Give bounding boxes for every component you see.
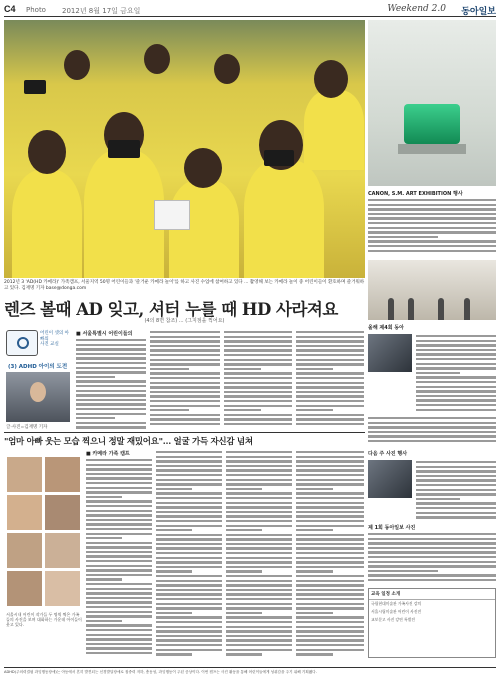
- body-text-col7: [226, 450, 292, 658]
- sidebar-text-5: [368, 532, 496, 584]
- exhibition-photo: [368, 20, 496, 186]
- byline: (4의 8면 참조) ... (그지점을 찍어요): [144, 318, 225, 324]
- body-text-col2: [150, 330, 220, 430]
- second-headline: "엄마 아빠 웃는 모습 찍으니 정말 재밌어요"… 얼굴 가득 자신감 넘쳐: [4, 432, 365, 447]
- text-line: [226, 652, 292, 657]
- sidebar-text-1: [368, 198, 496, 256]
- text-line: [156, 652, 222, 657]
- page-number: C4: [4, 4, 16, 14]
- footnote: ADHD(주의력결핍 과잉행동장애)는 아동에서 흔히 발견되는 신경발달장애로 집중력 저하, 충동성, 과잉행동이 주된 증상이다. 이번 캠프는 사진 활동을 통해 어린이들에게 성취감을 주기 위해 기획됐다.: [4, 667, 496, 675]
- text-line: [368, 578, 496, 583]
- text-line: [368, 249, 496, 254]
- text-line: [76, 425, 146, 430]
- body-text-col1: [76, 338, 146, 430]
- text-line: [296, 422, 364, 427]
- issue-date: 2012년 8월 17일 금요일: [62, 7, 141, 15]
- text-line: [416, 408, 496, 413]
- body-text-col5: [86, 458, 152, 658]
- collage-caption: 서울시내 어린이 작가들 두 명씩 찍은 가족들의 사진을 보며 대화하는 가운데 아이들이 웃고 있다.: [6, 612, 82, 628]
- subhead-1: ■ 서울특별시 어린이들의: [76, 331, 133, 337]
- masthead-logo: 동아일보: [461, 7, 496, 17]
- text-line: [296, 652, 364, 657]
- sidebar-thumb-1: [368, 334, 412, 372]
- text-line: [86, 651, 152, 656]
- sidebar-text-3: [368, 416, 496, 446]
- sidebar: [368, 20, 496, 660]
- page-header: [4, 3, 496, 17]
- text-line: [368, 439, 496, 444]
- sidebar-text-2: [416, 334, 496, 414]
- sidebar-thumb-2: [368, 460, 412, 498]
- text-line: [224, 422, 292, 427]
- series-logo: 어린이 셋의 아빠의 사진 교실: [40, 331, 69, 348]
- author-caption: 글·사진=김재명 기자: [6, 425, 48, 430]
- photo-caption: 2012년 3 'AD(HD 카메라)' 가족캠프, 서울지역 50명 어린이들과 '즐거운 카메라 놀이'를 하고 사진 수업에 참여하고 있다 ... 촬영해 보는 카메라 놀이 중 어린이들이 환호하며 즐거워하고 있다. 김재명 기자 base@donga.com: [4, 280, 365, 291]
- subhead-2: ■ 카메라 가족 캠프: [86, 451, 130, 457]
- portrait-collage: [6, 456, 82, 609]
- body-text-col8: [296, 450, 364, 658]
- weekend-label: Weekend 2.0: [387, 4, 446, 14]
- schedule-row: 교보문고 사진 강연 특별전: [371, 617, 415, 622]
- sidebar-text-4: [416, 460, 496, 520]
- sidebar-heading-1: CANON, S.M. ART EXHIBITION 행사: [368, 191, 463, 197]
- headline: 렌즈 볼때 AD 잊고, 셔터 누를 때 HD 사라져요: [4, 300, 338, 319]
- section-label: Photo: [26, 6, 46, 14]
- text-line: [150, 422, 220, 427]
- text-line: [416, 515, 496, 520]
- schedule-box: [368, 588, 496, 658]
- gallery-photo: [368, 260, 496, 320]
- camera-logo-icon: [6, 330, 38, 356]
- body-text-col4: [296, 330, 364, 430]
- author-portrait: [6, 372, 70, 422]
- body-text-col6: [156, 450, 222, 658]
- series-title: (3) ADHD 아이의 도전: [8, 364, 68, 370]
- sidebar-heading-4: 제 1회 동아일보 사진: [368, 525, 416, 531]
- schedule-box-title: 교육 일정 소개: [369, 589, 495, 600]
- body-text-col3: [224, 330, 292, 430]
- sidebar-heading-2: 올해 제4회 동아: [368, 325, 404, 331]
- main-photo: [4, 20, 365, 278]
- schedule-row: 서울시립미술관 어린이 사진전: [371, 609, 422, 614]
- sidebar-heading-3: 다음 주 사진 행사: [368, 451, 408, 457]
- schedule-row: 국립현대미술관 가족사진 강의: [371, 601, 422, 606]
